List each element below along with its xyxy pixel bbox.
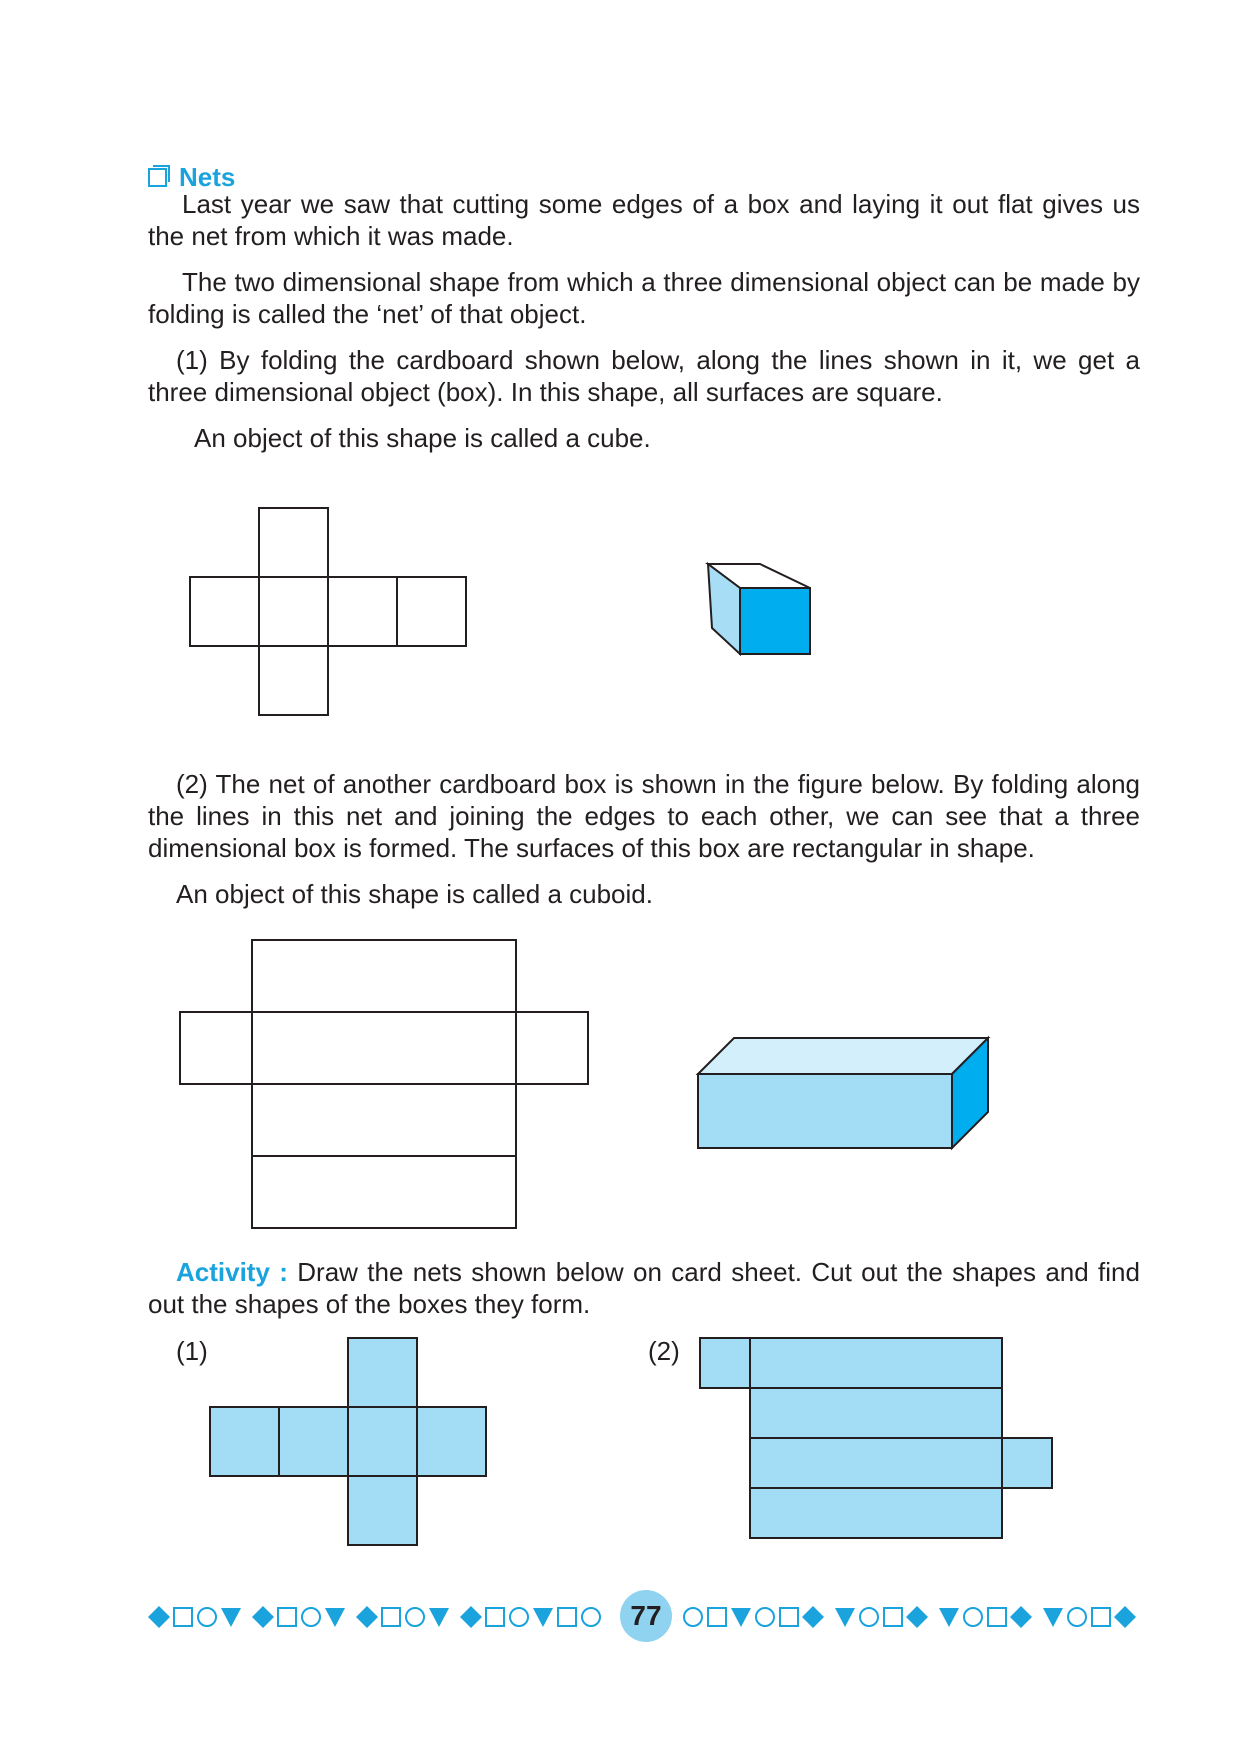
footer-square-icon	[1092, 1608, 1110, 1626]
activity-net-2-figure	[698, 1338, 1058, 1544]
activity-item-2-label: (2)	[648, 1336, 680, 1366]
footer-diamond-icon	[1010, 1606, 1032, 1628]
footer-square-icon	[278, 1608, 296, 1626]
footer-pattern-right	[682, 1602, 1138, 1632]
activity-net-1-face-top	[348, 1338, 417, 1407]
activity-paragraph	[148, 1256, 1140, 1320]
footer-circle-icon	[302, 1608, 320, 1626]
paragraph-4: An object of this shape is called a cube.	[194, 423, 651, 453]
cube-net-figure	[190, 508, 470, 720]
activity-net-1-face-2	[279, 1407, 348, 1476]
paragraph-1: Last year we saw that cutting some edges of a box and laying it out flat gives us the net from which it was made.	[148, 189, 1140, 251]
cube-net-face-bottom	[259, 646, 328, 715]
cube-net-face-top	[259, 508, 328, 577]
activity-net-1-face-1	[210, 1407, 279, 1476]
cuboid-net-figure	[180, 940, 590, 1230]
footer-diamond-icon	[906, 1606, 928, 1628]
activity-item-1-label: (1)	[176, 1336, 208, 1366]
cuboid-top-face	[698, 1038, 988, 1074]
footer-square-icon	[780, 1608, 798, 1626]
footer-circle-icon	[964, 1608, 982, 1626]
footer-triangle-icon	[731, 1608, 751, 1627]
footer-square-icon	[558, 1608, 576, 1626]
footer-triangle-icon	[533, 1608, 553, 1627]
cuboid-net-face-right	[516, 1012, 588, 1084]
activity-net-1-face-3	[348, 1407, 417, 1476]
footer-circle-icon	[406, 1608, 424, 1626]
paragraph-3: (1) By folding the cardboard shown below, along the lines shown in it, we get a three dimensional object (box). In this shape, all surfaces are square.	[148, 345, 1140, 407]
cuboid-net-face-center	[252, 1012, 516, 1084]
footer-circle-icon	[756, 1608, 774, 1626]
footer-diamond-icon	[356, 1606, 378, 1628]
footer-diamond-icon	[460, 1606, 482, 1628]
cuboid-front-face	[698, 1074, 952, 1148]
footer-pattern-left	[148, 1602, 604, 1632]
footer-square-icon	[486, 1608, 504, 1626]
footer-square-icon	[988, 1608, 1006, 1626]
footer-triangle-icon	[939, 1608, 959, 1627]
footer-diamond-icon	[802, 1606, 824, 1628]
paragraph-2: The two dimensional shape from which a three dimensional object can be made by folding is called the ‘net’ of that object.	[148, 267, 1140, 329]
activity-label: Activity :	[176, 1257, 288, 1287]
footer-circle-icon	[1068, 1608, 1086, 1626]
activity-net-2-face-2	[750, 1388, 1002, 1438]
footer-diamond-icon	[252, 1606, 274, 1628]
footer-square-icon	[884, 1608, 902, 1626]
activity-text: Draw the nets shown below on card sheet. Cut out the shapes and find out the shapes of the boxes they form.	[148, 1257, 1140, 1319]
footer-circle-icon	[510, 1608, 528, 1626]
activity-net-2-face-1	[750, 1338, 1002, 1388]
activity-net-2-face-3	[750, 1438, 1002, 1488]
activity-net-1-face-bottom	[348, 1476, 417, 1545]
cube-net-face-back	[397, 577, 466, 646]
cuboid-net-face-left	[180, 1012, 252, 1084]
footer-square-icon	[174, 1608, 192, 1626]
activity-net-2-face-4	[750, 1488, 1002, 1538]
page-number: 77	[620, 1590, 672, 1642]
footer-circle-icon	[684, 1608, 702, 1626]
footer-circle-icon	[582, 1608, 600, 1626]
cuboid-net-face-back	[252, 1156, 516, 1228]
footer-square-icon	[708, 1608, 726, 1626]
activity-net-1-face-4	[417, 1407, 486, 1476]
cuboid-net-face-bottom	[252, 1084, 516, 1156]
activity-net-2-flap-left	[700, 1338, 750, 1388]
footer-triangle-icon	[835, 1608, 855, 1627]
box-bullet-icon	[148, 168, 167, 187]
cube-net-face-right	[328, 577, 397, 646]
footer-square-icon	[382, 1608, 400, 1626]
footer-triangle-icon	[325, 1608, 345, 1627]
cube-figure	[700, 558, 820, 658]
activity-net-2-flap-right	[1002, 1438, 1052, 1488]
footer-diamond-icon	[148, 1606, 170, 1628]
cuboid-net-face-top	[252, 940, 516, 1012]
cube-net-face-center	[259, 577, 328, 646]
cube-front-face	[740, 588, 810, 654]
cube-net-face-left	[190, 577, 259, 646]
footer-triangle-icon	[429, 1608, 449, 1627]
paragraph-5: (2) The net of another cardboard box is shown in the figure below. By folding along the lines in this net and joining the edges to each other, we can see that a three dimensional box is formed. The surfaces of this box are rectangular in shape.	[148, 769, 1140, 863]
heading-text: Nets	[179, 162, 236, 192]
footer-triangle-icon	[221, 1608, 241, 1627]
footer-diamond-icon	[1114, 1606, 1136, 1628]
activity-net-1-figure	[210, 1338, 492, 1550]
cuboid-figure	[696, 1036, 992, 1152]
footer-triangle-icon	[1043, 1608, 1063, 1627]
footer-circle-icon	[860, 1608, 878, 1626]
footer-circle-icon	[198, 1608, 216, 1626]
paragraph-6: An object of this shape is called a cuboid.	[176, 879, 653, 909]
